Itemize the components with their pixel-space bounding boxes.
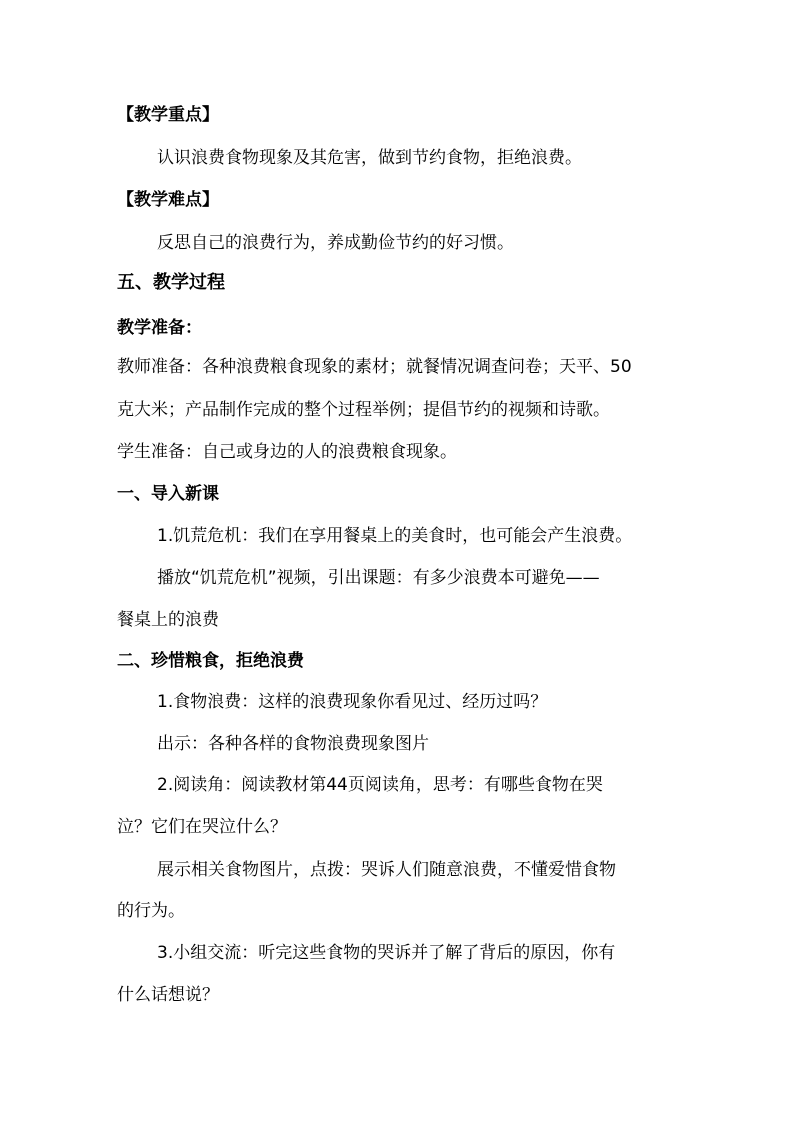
paragraph-group-discussion-line1: 3.小组交流：听完这些食物的哭诉并了解了背后的原因，你有 <box>157 943 616 963</box>
paragraph-food-waste: 1.食物浪费：这样的浪费现象你看见过、经历过吗？ <box>157 692 548 712</box>
section-heading-teaching-process: 五、教学过程 <box>117 272 225 293</box>
section-heading-introduction: 一、导入新课 <box>117 484 219 504</box>
paragraph-reading-corner-line2: 泣？它们在哭泣什么？ <box>117 817 287 837</box>
paragraph-teaching-difficulty: 反思自己的浪费行为，养成勤俭节约的好习惯。 <box>157 233 514 253</box>
paragraph-teacher-preparation-line2: 克大米；产品制作完成的整个过程举例；提倡节约的视频和诗歌。 <box>117 400 610 420</box>
section-heading-cherish-food: 二、珍惜粮食，拒绝浪费 <box>117 651 304 671</box>
paragraph-play-video-line2: 餐桌上的浪费 <box>117 610 219 630</box>
paragraph-teaching-focus: 认识浪费食物现象及其危害，做到节约食物，拒绝浪费。 <box>157 148 582 168</box>
paragraph-show-food-line1: 展示相关食物图片，点拨：哭诉人们随意浪费，不懂爱惜食物 <box>157 860 616 880</box>
paragraph-show-pictures: 出示：各种各样的食物浪费现象图片 <box>157 734 429 754</box>
paragraph-student-preparation: 学生准备：自己或身边的人的浪费粮食现象。 <box>117 442 457 462</box>
paragraph-group-discussion-line2: 什么话想说？ <box>117 985 219 1005</box>
heading-teaching-focus: 【教学重点】 <box>117 105 219 125</box>
paragraph-teacher-preparation-line1: 教师准备：各种浪费粮食现象的素材；就餐情况调查问卷；天平、50 <box>117 357 632 377</box>
paragraph-play-video-line1: 播放“饥荒危机”视频，引出课题：有多少浪费本可避免—— <box>157 568 600 588</box>
paragraph-reading-corner-line1: 2.阅读角：阅读教材第44页阅读角，思考：有哪些食物在哭 <box>157 775 603 795</box>
subheading-teaching-preparation: 教学准备： <box>117 318 202 338</box>
paragraph-show-food-line2: 的行为。 <box>117 901 185 921</box>
paragraph-famine-crisis: 1.饥荒危机：我们在享用餐桌上的美食时，也可能会产生浪费。 <box>157 526 633 546</box>
heading-teaching-difficulty: 【教学难点】 <box>117 190 219 210</box>
